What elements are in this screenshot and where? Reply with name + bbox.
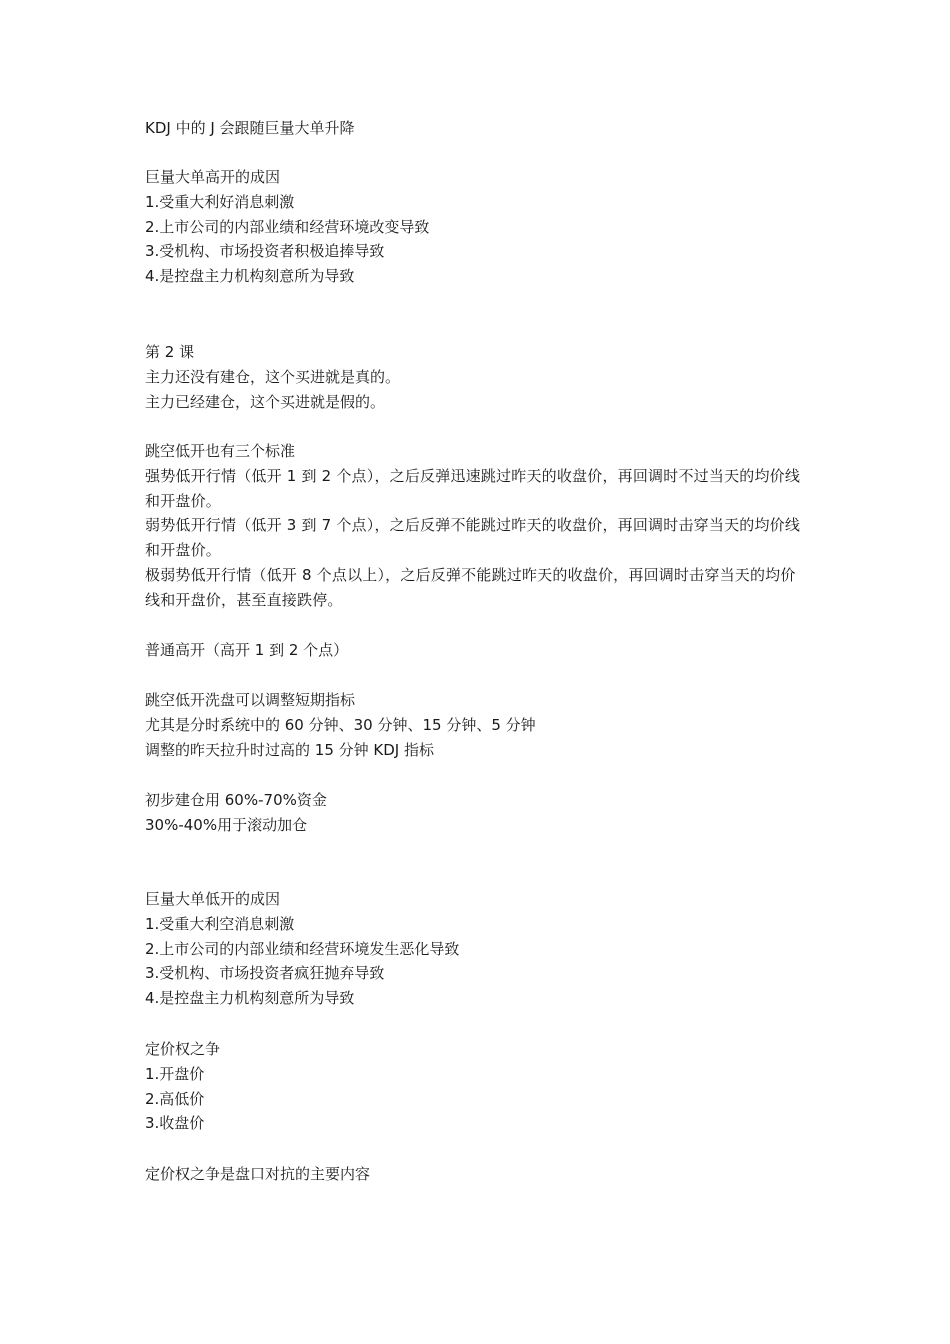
section-position-building [145,788,810,838]
section-washout-indicators [145,688,810,762]
paragraph-line: 普通高开（高开 1 到 2 个点） [145,641,349,659]
list-item: 3.受机构、市场投资者积极追捧导致 [145,242,385,261]
section-lesson-2 [145,340,810,414]
list-item: 3.受机构、市场投资者疯狂抛弃导致 [145,964,385,983]
paragraph-line: 主力已经建仓，这个买进就是假的。 [145,392,386,411]
section-low-open-causes [145,887,810,1011]
list-item: 2.高低价 [145,1089,205,1108]
list-item: 4.是控盘主力机构刻意所为导致 [145,989,355,1008]
section-heading: 巨量大单低开的成因 [145,890,281,908]
paragraph-line: 调整的昨天拉升时过高的 15 分钟 KDJ 指标 [145,740,434,759]
list-item: 1.受重大利好消息刺激 [145,192,295,211]
paragraph-line: 主力还没有建仓，这个买进就是真的。 [145,367,401,386]
paragraph-line: 初步建仓用 60%-70%资金 [145,791,327,809]
section-high-open-causes [145,165,810,289]
paragraph: 强势低开行情（低开 1 到 2 个点），之后反弹迅速跳过昨天的收盘价，再回调时不过当天的均价线和开盘价。 [145,466,801,510]
paragraph-line: 跳空低开洗盘可以调整短期指标 [145,691,356,709]
paragraph-line: 尤其是分时系统中的 60 分钟、30 分钟、15 分钟、5 分钟 [145,715,536,734]
section-conclusion [145,1162,810,1187]
intro-block [145,116,810,141]
section-gap-low-open-standards [145,439,810,613]
paragraph: 弱势低开行情（低开 3 到 7 个点），之后反弹不能跳过昨天的收盘价，再回调时击穿当天的均价线和开盘价。 [145,516,801,560]
paragraph-line: 30%-40%用于滚动加仓 [145,815,308,834]
list-item: 3.收盘价 [145,1114,205,1133]
list-item: 1.开盘价 [145,1064,205,1083]
lesson-title: 第 2 课 [145,343,195,361]
list-item: 4.是控盘主力机构刻意所为导致 [145,267,355,286]
section-heading: 巨量大单高开的成因 [145,168,281,186]
list-item: 1.受重大利空消息刺激 [145,914,295,933]
paragraph: 极弱势低开行情（低开 8 个点以上），之后反弹不能跳过昨天的收盘价，再回调时击穿当天的均价线和开盘价，甚至直接跌停。 [145,565,796,609]
section-heading: 跳空低开也有三个标准 [145,442,296,460]
section-heading: 定价权之争 [145,1040,221,1058]
section-pricing-power [145,1037,810,1136]
list-item: 2.上市公司的内部业绩和经营环境改变导致 [145,217,430,236]
intro-line: KDJ 中的 J 会跟随巨量大单升降 [145,119,355,137]
list-item: 2.上市公司的内部业绩和经营环境发生恶化导致 [145,939,460,958]
paragraph-line: 定价权之争是盘口对抗的主要内容 [145,1165,371,1183]
section-normal-high-open [145,638,810,663]
